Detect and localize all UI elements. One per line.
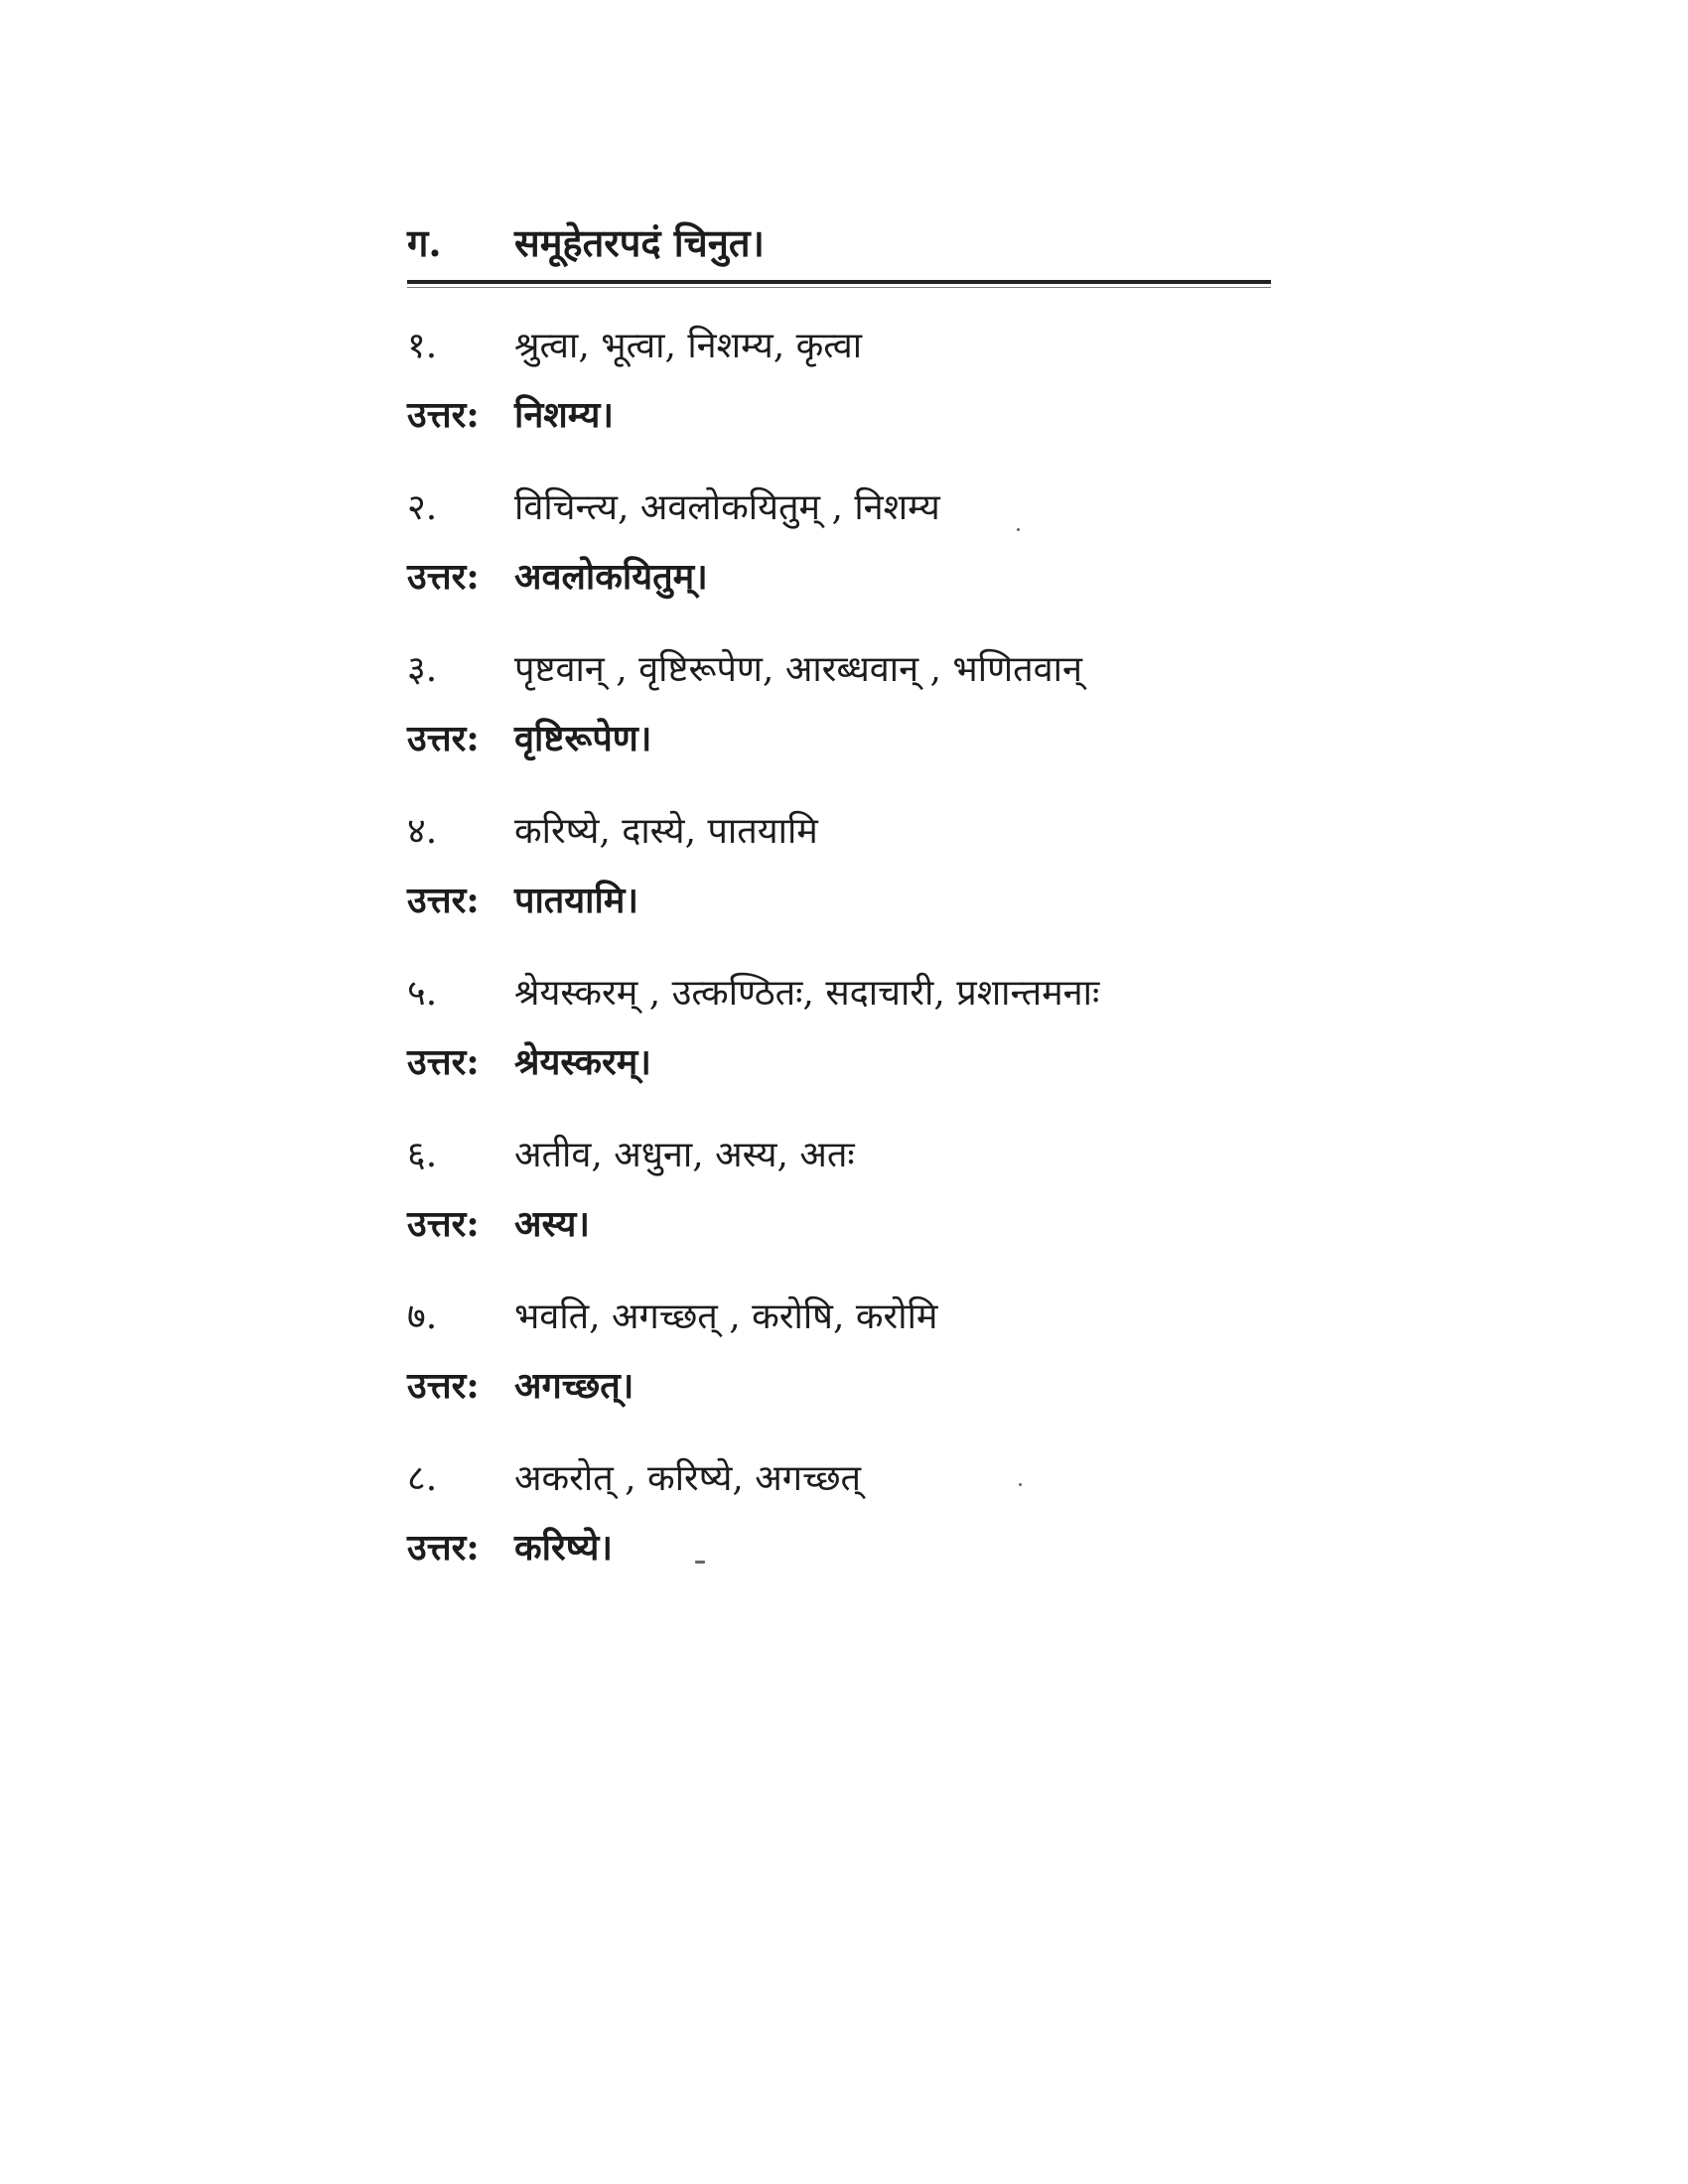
question-words: पृष्टवान् , वृष्टिरूपेण, आरब्धवान् , भणितवान्	[514, 649, 1082, 690]
question-number: २.	[407, 487, 438, 528]
question-item	[407, 1291, 1301, 1452]
scan-speck	[1019, 1483, 1022, 1486]
question-number: ६.	[407, 1135, 438, 1175]
question-item	[407, 643, 1301, 805]
answer-label: उत्तर:	[407, 1203, 480, 1245]
question-words: करिष्ये, दास्ये, पातयामि	[514, 811, 818, 852]
answer-label: उत्तर:	[407, 1041, 480, 1083]
question-item	[407, 805, 1301, 967]
answer-text: अस्य।	[514, 1203, 591, 1245]
answer-text: पातयामि।	[514, 880, 638, 921]
question-words: श्रेयस्करम् , उत्कण्ठितः, सदाचारी, प्रशान्तमनाः	[514, 973, 1100, 1014]
question-words: भवति, अगच्छत् , करोषि, करोमि	[514, 1297, 938, 1337]
header-rule	[407, 280, 1271, 284]
section-header	[407, 216, 1271, 276]
header-rule-thin	[407, 287, 1271, 288]
answer-text: करिष्ये।	[514, 1527, 614, 1569]
answer-label: उत्तर:	[407, 394, 480, 436]
question-item	[407, 1452, 1301, 1614]
answer-text: अगच्छत्।	[514, 1365, 634, 1407]
section-title: समूहेतरपदं चिनुत।	[514, 220, 765, 265]
question-number: १.	[407, 326, 438, 366]
question-item	[407, 967, 1301, 1129]
answer-text: निशम्य।	[514, 394, 615, 436]
question-item	[407, 320, 1301, 481]
answer-label: उत्तर:	[407, 718, 480, 759]
answer-label: उत्तर:	[407, 1365, 480, 1407]
question-number: ४.	[407, 811, 438, 852]
scan-speck	[695, 1561, 705, 1564]
answer-text: वृष्टिरूपेण।	[514, 718, 652, 759]
question-number: ५.	[407, 973, 438, 1014]
question-words: श्रुत्वा, भूत्वा, निशम्य, कृत्वा	[514, 326, 863, 366]
question-words: विचिन्त्य, अवलोकयितुम् , निशम्य	[514, 487, 940, 528]
question-words: अतीव, अधुना, अस्य, अतः	[514, 1135, 855, 1175]
question-words: अकरोत् , करिष्ये, अगच्छत्	[514, 1458, 862, 1499]
question-number: ७.	[407, 1297, 438, 1337]
question-item	[407, 481, 1301, 643]
answer-label: उत्तर:	[407, 556, 480, 598]
question-number: ३.	[407, 649, 438, 690]
answer-label: उत्तर:	[407, 880, 480, 921]
answer-text: अवलोकयितुम्।	[514, 556, 708, 598]
answer-text: श्रेयस्करम्।	[514, 1041, 651, 1083]
section-marker: ग.	[407, 220, 442, 265]
answer-label: उत्तर:	[407, 1527, 480, 1569]
question-list	[407, 320, 1301, 1614]
question-number: ८.	[407, 1458, 438, 1499]
scan-speck	[1017, 528, 1020, 531]
question-item	[407, 1129, 1301, 1291]
